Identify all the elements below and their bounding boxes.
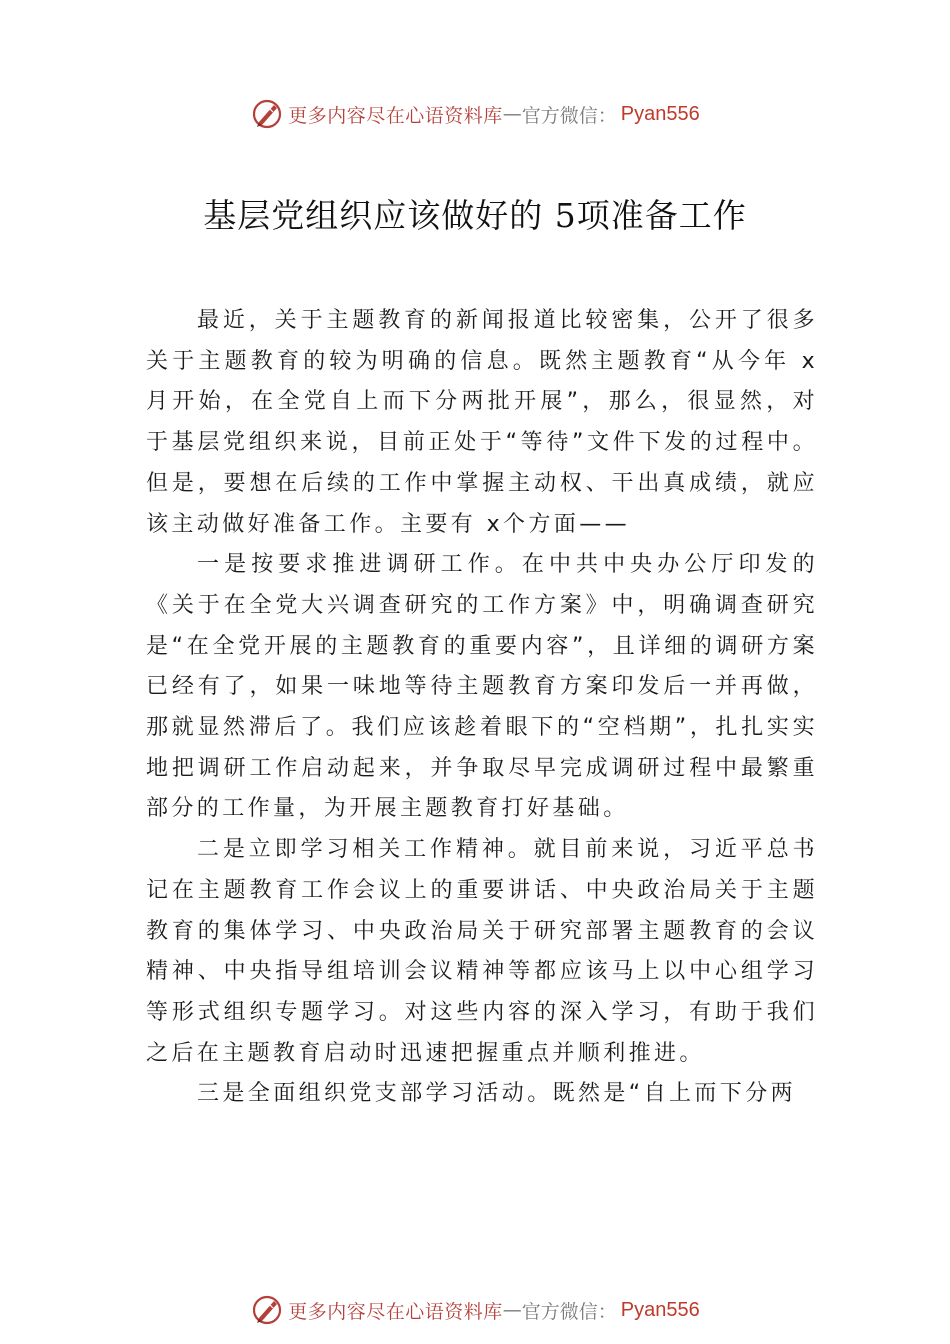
paragraph-point-2: 二是立即学习相关工作精神。就目前来说，习近平总书记在主题教育工作会议上的重要讲话、中央政治局关于主题教育的集体学习、中央政治局关于研究部署主题教育的会议精神、中央指导组培训会议精神等都应该马上以中心组学习等形式组织专题学习。对这些内容的深入学习，有助于我们之后在主题教育启动时迅速把握重点并顺利推进。 — [146, 837, 818, 1066]
site-name-text: 更多内容尽在心语资料库 — [288, 1300, 503, 1323]
site-name-text: 更多内容尽在心语资料库 — [288, 104, 503, 127]
document-title: 基层党组织应该做好的 5项准备工作 — [203, 196, 747, 235]
paragraph-point-3: 三是全面组织党支部学习活动。既然是“自上而下分两 — [197, 1081, 796, 1107]
footer-banner — [0, 1290, 950, 1330]
pen-circle-logo-icon — [250, 97, 284, 131]
paragraph-point-1: 一是按要求推进调研工作。在中共中央办公厅印发的《关于在全党大兴调查研究的工作方案》中，明确调查研究是“在全党开展的主题教育的重要内容”，且详细的调研方案已经有了，如果一味地等待主题教育方案印发后一并再做， 那就显然滞后了。我们应该趁着眼下的“空档期”，扎扎实实地把调研工作启动起来，并争取尽早完成调研过程中最繁重部分的工作量，为开展主题教育打好基础。 — [146, 552, 818, 822]
banner-separator: — — [502, 1299, 522, 1321]
paragraph-intro: 最近，关于主题教育的新闻报道比较密集，公开了很多关于主题教育的较为明确的信息。既然主题教育“从今年 x月开始，在全党自上而下分两批开展”，那么，很显然，对于基层党组织来说，目前正处于“等待”文件下发的过程中。 但是，要想在后续的工作中掌握主动权、干出真成绩，就应该主动做好准备工作。主要有 x个方面—— — [146, 308, 818, 537]
pen-circle-logo-icon — [250, 1293, 284, 1327]
wechat-label: 官方微信： — [521, 1300, 617, 1323]
document-body — [146, 301, 818, 1115]
wechat-label: 官方微信： — [521, 104, 617, 127]
header-banner — [0, 94, 950, 134]
wechat-id: Pyan556 — [620, 1298, 700, 1321]
banner-separator: — — [502, 103, 522, 125]
wechat-id: Pyan556 — [620, 102, 700, 125]
